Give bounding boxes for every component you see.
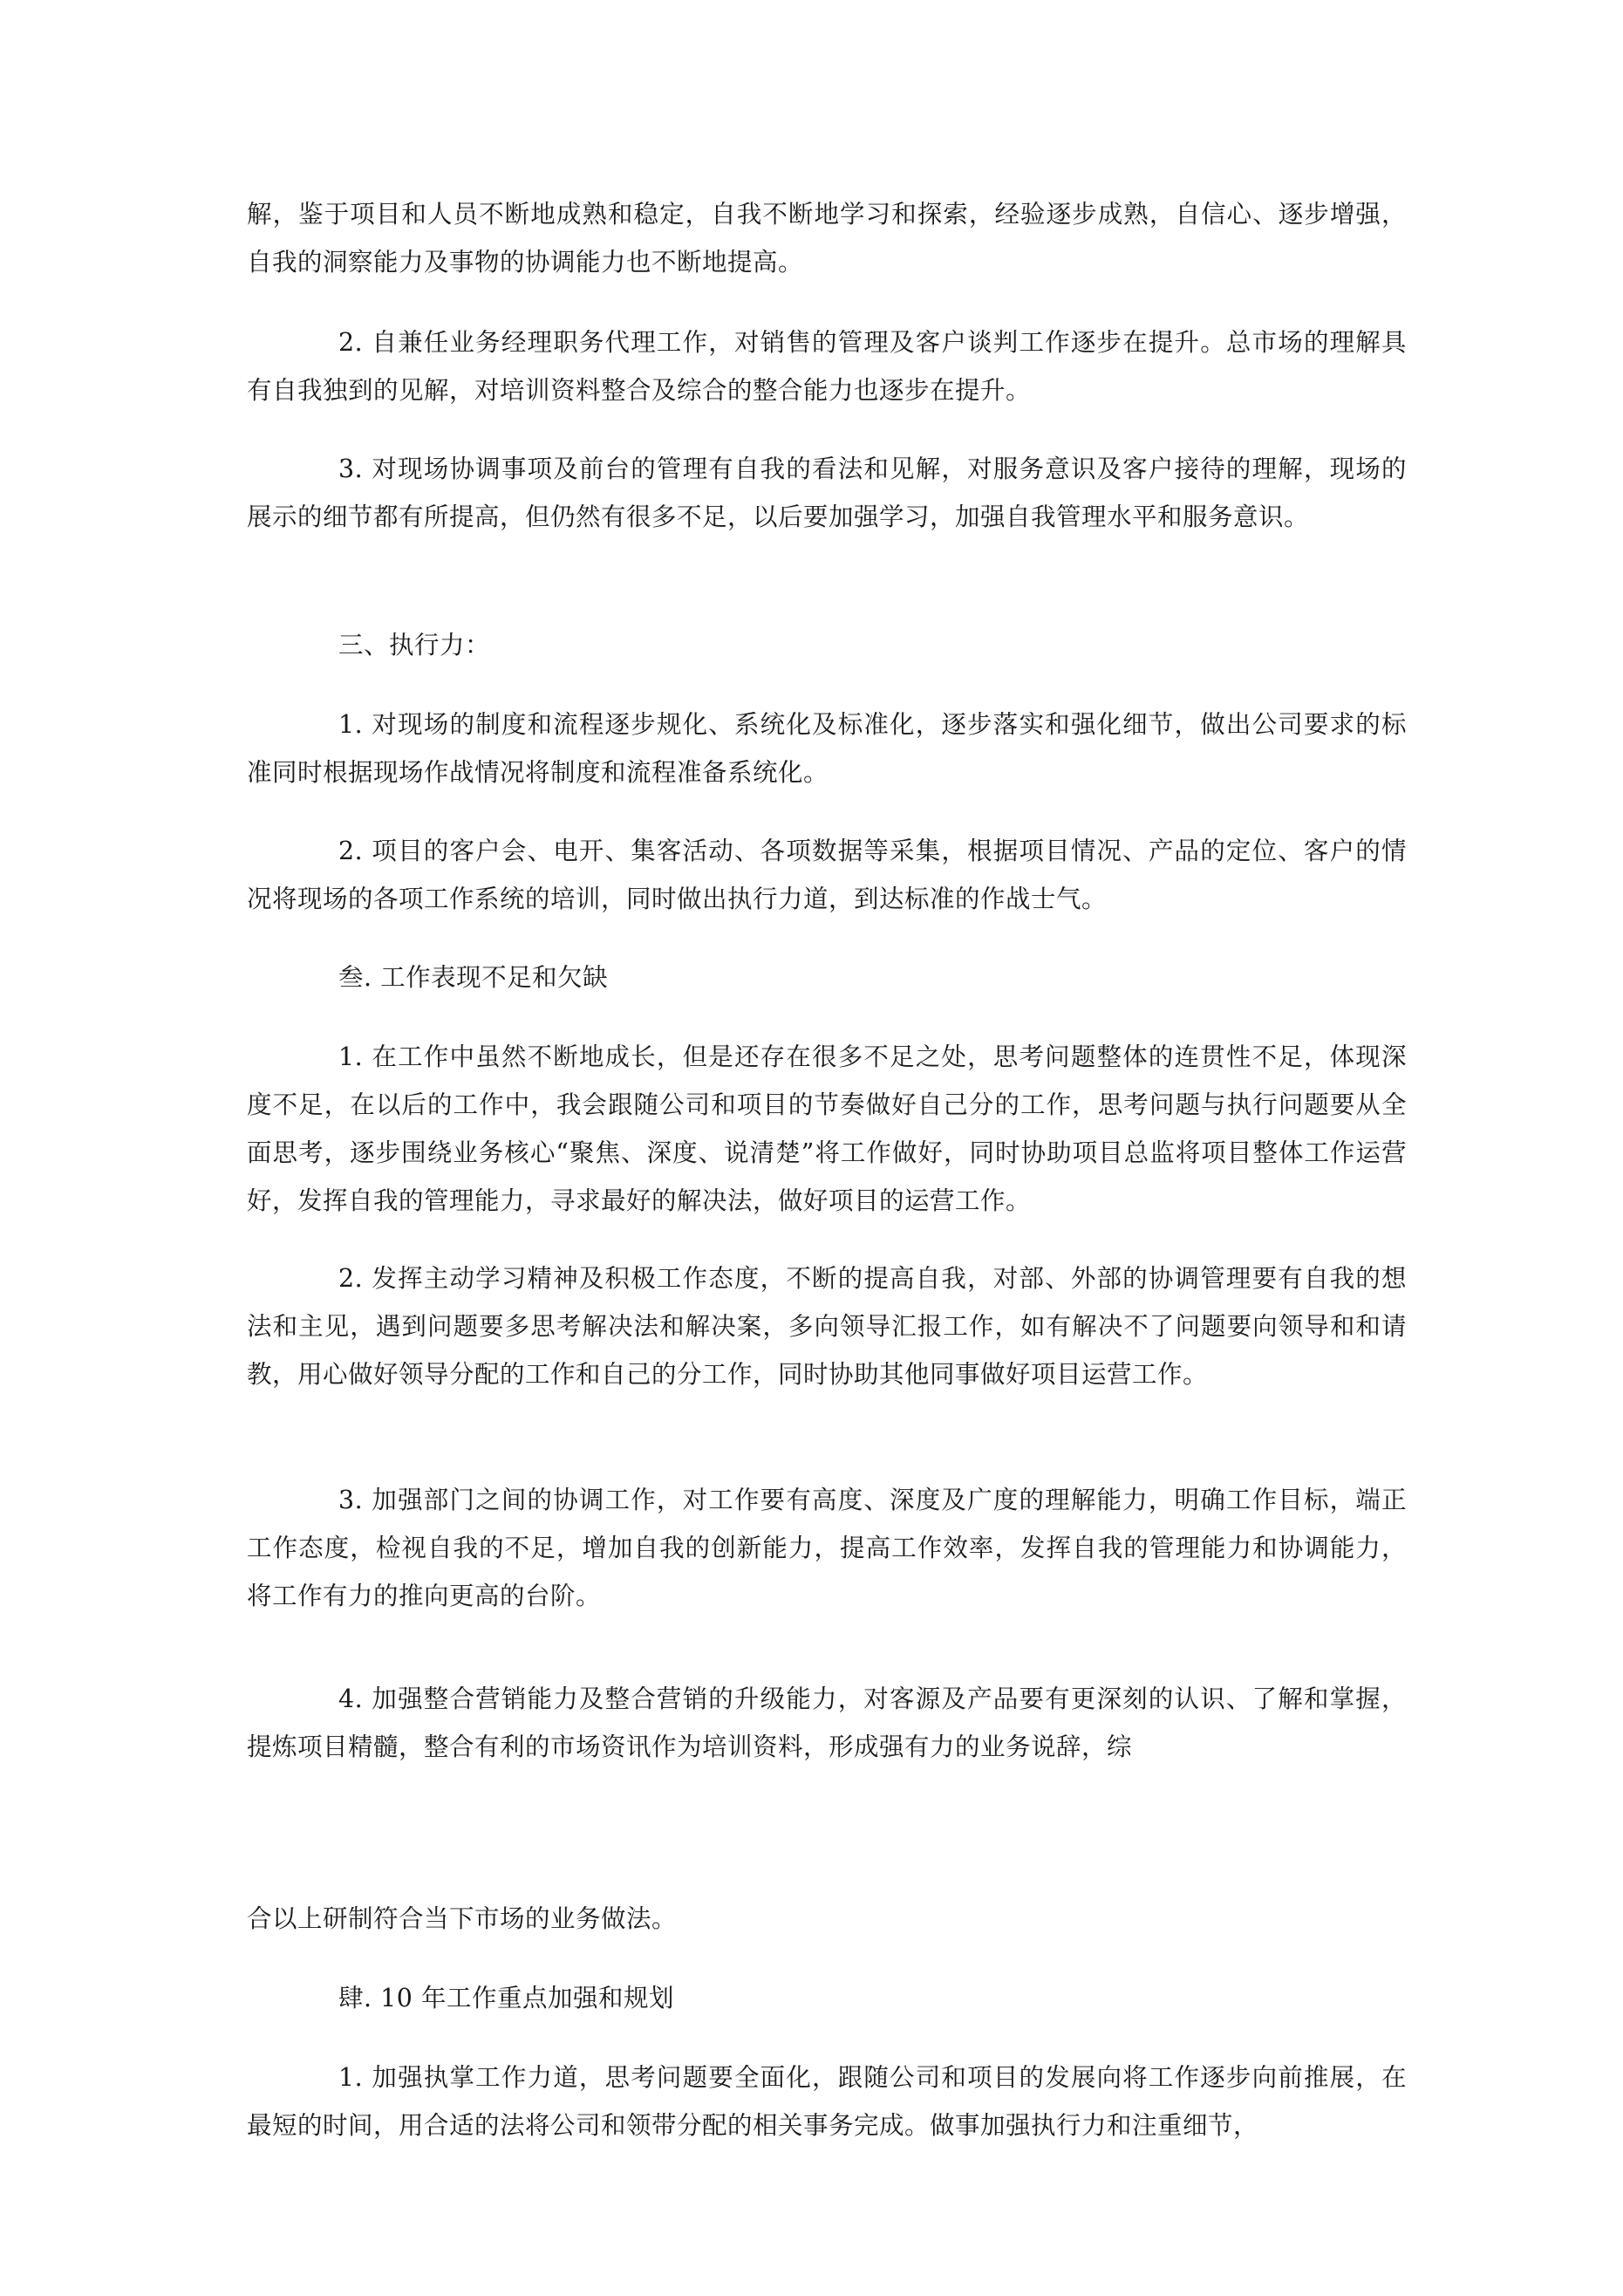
paragraph-5: 2. 项目的客户会、电开、集客活动、各项数据等采集，根据项目情况、产品的定位、客户的情况将现场的各项工作系统的培训，同时做出执行力道，到达标准的作战士气。 bbox=[247, 837, 1407, 913]
section-heading-execution: 三、执行力： bbox=[338, 631, 491, 659]
paragraph-3: 3. 对现场协调事项及前台的管理有自我的看法和见解，对服务意识及客户接待的理解，现场的展示的细节都有所提高，但仍然有很多不足，以后要加强学习，加强自我管理水平和服务意识。 bbox=[247, 454, 1407, 531]
paragraph-7: 2. 发挥主动学习精神及积极工作态度，不断的提高自我，对部、外部的协调管理要有自我的想法和主见，遇到问题要多思考解决法和解决案，多向领导汇报工作，如有解决不了问题要向领导和和请教，用心做好领导分配的工作和自己的分工作，同时协助其他同事做好项目运营工作。 bbox=[247, 1264, 1407, 1389]
section-heading-shortcomings: 叁. 工作表现不足和欠缺 bbox=[338, 963, 609, 992]
paragraph-8: 3. 加强部门之间的协调工作，对工作要有高度、深度及广度的理解能力，明确工作目标，端正工作态度，检视自我的不足，增加自我的创新能力，提高工作效率，发挥自我的管理能力和协调能力，将工作有力的推向更高的台阶。 bbox=[247, 1486, 1407, 1610]
paragraph-9: 4. 加强整合营销能力及整合营销的升级能力，对客源及产品要有更深刻的认识、了解和掌握，提炼项目精髓，整合有利的市场资讯作为培训资料，形成强有力的业务说辞，综 bbox=[247, 1684, 1407, 1761]
section-heading-plan: 肆. 10 年工作重点加强和规划 bbox=[338, 1984, 674, 2012]
paragraph-2: 2. 自兼任业务经理职务代理工作，对销售的管理及客户谈判工作逐步在提升。总市场的理解具有自我独到的见解，对培训资料整合及综合的整合能力也逐步在提升。 bbox=[247, 328, 1407, 405]
paragraph-1: 解，鉴于项目和人员不断地成熟和稳定，自我不断地学习和探索，经验逐步成熟，自信心、逐步增强，自我的洞察能力及事物的协调能力也不断地提高。 bbox=[247, 200, 1407, 277]
paragraph-4: 1. 对现场的制度和流程逐步规化、系统化及标准化，逐步落实和强化细节，做出公司要求的标准同时根据现场作战情况将制度和流程准备系统化。 bbox=[247, 710, 1407, 787]
paragraph-9-continued: 合以上研制符合当下市场的业务做法。 bbox=[247, 1904, 678, 1933]
paragraph-10: 1. 加强执掌工作力道，思考问题要全面化，跟随公司和项目的发展向将工作逐步向前推展，在最短的时间，用合适的法将公司和领带分配的相关事务完成。做事加强执行力和注重细节， bbox=[247, 2063, 1407, 2140]
paragraph-6: 1. 在工作中虽然不断地成长，但是还存在很多不足之处，思考问题整体的连贯性不足，体现深度不足，在以后的工作中，我会跟随公司和项目的节奏做好自己分的工作，思考问题与执行问题要从全面思考，逐步围绕业务核心“聚焦、深度、说清楚”将工作做好，同时协助项目总监将项目整体工作运营好，发挥自我的管理能力，寻求最好的解决法，做好项目的运营工作。 bbox=[247, 1042, 1407, 1215]
